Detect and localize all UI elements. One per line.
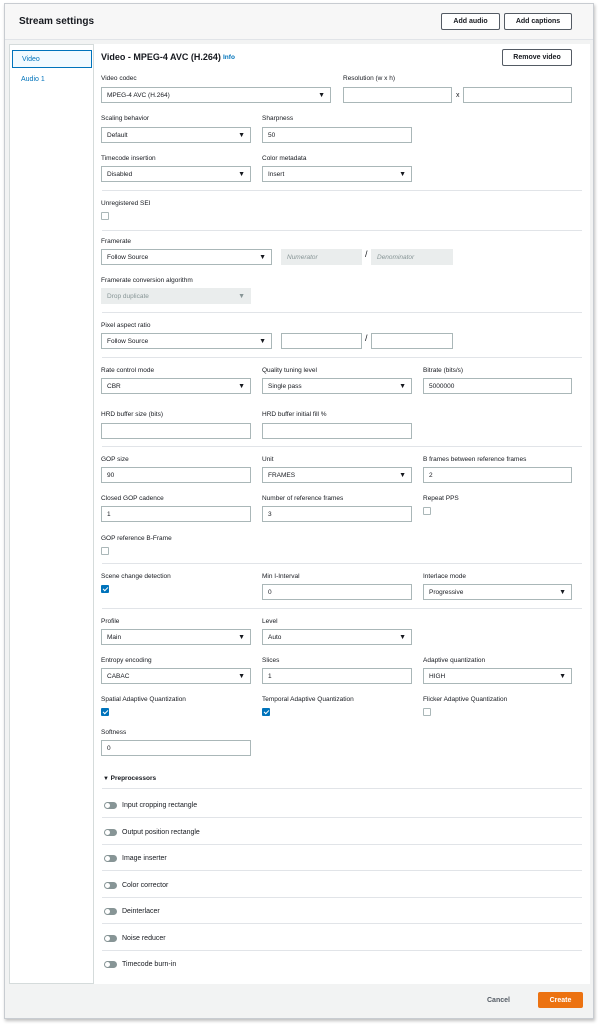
video-codec-value: MPEG-4 AVC (H.264) [107,91,170,99]
interlace-mode-select[interactable] [423,584,572,600]
par-separator: / [365,333,368,343]
hrd-buffer-size-label: HRD buffer size (bits) [101,411,164,418]
chevron-down-icon: ▼ [238,673,245,680]
color-corrector-label: Color corrector [122,882,169,889]
info-link[interactable]: Info [223,54,235,61]
entropy-encoding-label: Entropy encoding [101,657,152,664]
entropy-encoding-value: CABAC [107,672,130,680]
quality-tuning-level-label: Quality tuning level [262,367,317,374]
rate-control-mode-select[interactable] [101,378,251,394]
chevron-down-icon: ▼ [238,293,245,300]
pixel-aspect-ratio-value: Follow Source [107,337,149,345]
remove-video-button[interactable]: Remove video [502,49,572,66]
panel-header [5,4,593,40]
chevron-down-icon: ▼ [238,171,245,178]
spatial-aq-label: Spatial Adaptive Quantization [101,696,186,703]
color-metadata-select[interactable] [262,166,412,182]
chevron-down-icon: ▼ [238,132,245,139]
timecode-burnin-toggle[interactable] [104,961,117,968]
resolution-label: Resolution (w x h) [343,75,396,82]
chevron-down-icon: ▼ [238,383,245,390]
pixel-aspect-ratio-label: Pixel aspect ratio [101,322,151,329]
divider [102,870,582,871]
timecode-burnin-label: Timecode burn-in [122,961,177,968]
divider [102,190,582,191]
sharpness-label: Sharpness [262,115,294,122]
chevron-down-icon: ▼ [399,472,406,479]
pixel-aspect-ratio-select[interactable] [101,333,272,349]
hrd-buffer-size-input[interactable] [101,423,251,439]
chevron-down-icon: ▼ [399,383,406,390]
chevron-down-icon: ▼ [399,171,406,178]
interlace-mode-label: Interlace mode [423,573,466,580]
panel-title: Stream settings [19,16,95,27]
level-value: Auto [268,633,282,641]
video-settings-form [94,44,590,984]
divider [102,923,582,924]
divider [102,563,582,564]
gop-ref-bframe-label: GOP reference B-Frame [101,535,172,542]
divider [102,897,582,898]
closed-gop-cadence-input[interactable]: 1 [101,506,251,522]
profile-label: Profile [101,618,120,625]
adaptive-quantization-select[interactable] [423,668,572,684]
entropy-encoding-select[interactable] [101,668,251,684]
softness-input[interactable]: 0 [101,740,251,756]
slices-input[interactable]: 1 [262,668,412,684]
rate-control-mode-label: Rate control mode [101,367,155,374]
timecode-insertion-select[interactable] [101,166,251,182]
scene-change-detection-checkbox[interactable] [101,585,109,593]
unit-select[interactable] [262,467,412,483]
chevron-down-icon: ▼ [399,634,406,641]
output-position-toggle[interactable] [104,829,117,836]
gop-ref-bframe-checkbox[interactable] [101,547,109,555]
video-codec-select[interactable] [101,87,331,103]
color-metadata-value: Insert [268,170,285,178]
gop-size-label: GOP size [101,456,129,463]
min-i-interval-label: Min I-Interval [262,573,300,580]
hrd-buffer-fill-label: HRD buffer initial fill % [262,411,327,418]
sharpness-input[interactable]: 50 [262,127,412,143]
framerate-denominator-input[interactable]: Denominator [371,249,453,265]
divider [102,950,582,951]
divider [102,312,582,313]
slices-label: Slices [262,657,280,664]
flicker-aq-label: Flicker Adaptive Quantization [423,696,508,703]
b-frames-input[interactable]: 2 [423,467,572,483]
temporal-aq-label: Temporal Adaptive Quantization [262,696,354,703]
temporal-aq-checkbox[interactable] [262,708,270,716]
unregistered-sei-checkbox[interactable] [101,212,109,220]
divider [102,608,582,609]
par-numerator-input[interactable] [281,333,362,349]
deinterlacer-toggle[interactable] [104,908,117,915]
profile-value: Main [107,633,122,641]
chevron-down-icon: ▼ [559,589,566,596]
interlace-mode-value: Progressive [429,588,464,596]
video-codec-label: Video codec [101,75,137,82]
color-corrector-toggle[interactable] [104,882,117,889]
min-i-interval-input[interactable]: 0 [262,584,412,600]
repeat-pps-checkbox[interactable] [423,507,431,515]
add-audio-button[interactable]: Add audio [441,13,500,30]
gop-size-input[interactable]: 90 [101,467,251,483]
noise-reducer-toggle[interactable] [104,935,117,942]
softness-label: Softness [101,729,127,736]
input-cropping-label: Input cropping rectangle [122,802,198,809]
chevron-down-icon: ▼ [318,92,325,99]
divider [102,230,582,231]
framerate-conversion-value: Drop duplicate [107,292,149,300]
scaling-behavior-select[interactable] [101,127,251,143]
framerate-label: Framerate [101,238,131,245]
create-button[interactable]: Create [538,992,583,1008]
resolution-width-input[interactable] [343,87,452,103]
sidebar-item-video[interactable]: Video [12,50,92,68]
framerate-numerator-input[interactable]: Numerator [281,249,362,265]
quality-tuning-level-select[interactable] [262,378,412,394]
par-denominator-input[interactable] [371,333,453,349]
bitrate-input[interactable]: 5000000 [423,378,572,394]
cancel-button[interactable]: Cancel [487,997,510,1004]
closed-gop-cadence-label: Closed GOP cadence [101,495,164,502]
chevron-down-icon: ▼ [238,634,245,641]
timecode-insertion-value: Disabled [107,170,133,178]
timecode-insertion-label: Timecode insertion [101,155,156,162]
framerate-conversion-select[interactable] [101,288,251,304]
framerate-separator: / [365,249,368,259]
preprocessors-toggle[interactable] [103,775,156,782]
divider [102,844,582,845]
resolution-height-input[interactable] [463,87,572,103]
scene-change-detection-label: Scene change detection [101,573,171,580]
panel-footer [5,986,593,1018]
sidebar-item-audio-1[interactable]: Audio 1 [21,75,45,83]
section-title: Video - MPEG-4 AVC (H.264) [101,52,221,62]
chevron-down-icon: ▼ [559,673,566,680]
flicker-aq-checkbox[interactable] [423,708,431,716]
caret-down-icon: ▼ [103,776,111,782]
input-cropping-toggle[interactable] [104,802,117,809]
framerate-select[interactable] [101,249,272,265]
spatial-aq-checkbox[interactable] [101,708,109,716]
image-inserter-label: Image inserter [122,855,167,862]
divider [102,817,582,818]
unit-label: Unit [262,456,274,463]
level-select[interactable] [262,629,412,645]
resolution-separator: x [456,92,460,99]
output-position-label: Output position rectangle [122,829,200,836]
chevron-down-icon: ▼ [259,254,266,261]
adaptive-quantization-value: HIGH [429,672,446,680]
preprocessors-title: Preprocessors [110,775,157,782]
unit-value: FRAMES [268,471,296,479]
framerate-value: Follow Source [107,253,149,261]
rate-control-mode-value: CBR [107,382,121,390]
scaling-behavior-label: Scaling behavior [101,115,150,122]
image-inserter-toggle[interactable] [104,855,117,862]
level-label: Level [262,618,278,625]
add-captions-button[interactable]: Add captions [504,13,572,30]
b-frames-label: B frames between reference frames [423,456,527,463]
divider [102,788,582,789]
framerate-conversion-label: Framerate conversion algorithm [101,277,193,284]
stream-sidebar [9,44,94,984]
scaling-behavior-value: Default [107,131,128,139]
bitrate-label: Bitrate (bits/s) [423,367,464,374]
deinterlacer-label: Deinterlacer [122,908,160,915]
unregistered-sei-label: Unregistered SEI [101,200,151,207]
adaptive-quantization-label: Adaptive quantization [423,657,486,664]
num-ref-frames-label: Number of reference frames [262,495,344,502]
chevron-down-icon: ▼ [259,338,266,345]
divider [102,357,582,358]
hrd-buffer-fill-input[interactable] [262,423,412,439]
repeat-pps-label: Repeat PPS [423,495,459,502]
stream-settings-panel [4,3,594,1019]
color-metadata-label: Color metadata [262,155,307,162]
num-ref-frames-input[interactable]: 3 [262,506,412,522]
divider [102,446,582,447]
noise-reducer-label: Noise reducer [122,935,166,942]
quality-tuning-level-value: Single pass [268,382,302,390]
profile-select[interactable] [101,629,251,645]
